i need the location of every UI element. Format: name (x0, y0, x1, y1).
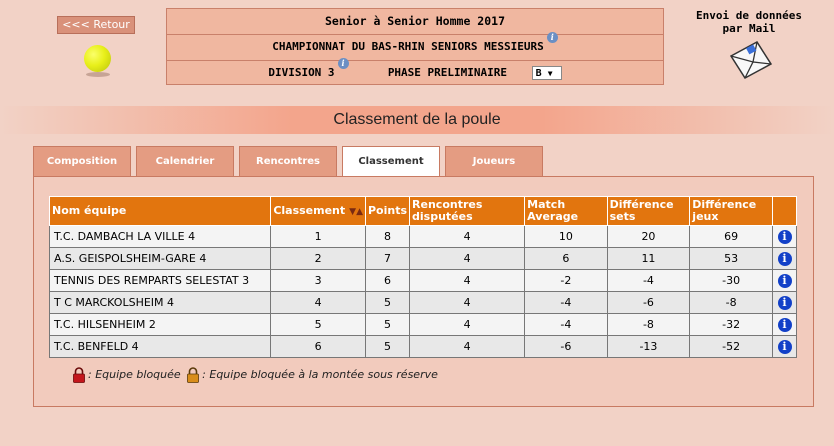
sort-arrows-icon[interactable]: ▼▲ (349, 206, 363, 217)
tab-classement[interactable]: Classement (342, 146, 440, 178)
back-button[interactable]: <<< Retour (57, 16, 135, 34)
team-rank: 5 (271, 314, 366, 336)
team-points: 5 (366, 314, 410, 336)
team-rank: 3 (271, 270, 366, 292)
team-played: 4 (410, 270, 525, 292)
team-points: 7 (366, 248, 410, 270)
section-title: Classement de la poule (333, 111, 501, 128)
tab-joueurs[interactable]: Joueurs (445, 146, 543, 176)
team-played: 4 (410, 292, 525, 314)
team-rank: 6 (271, 336, 366, 358)
team-sets-diff: -8 (607, 314, 690, 336)
ranking-table (49, 196, 797, 358)
dropdown-arrow-icon: ▼ (547, 69, 553, 78)
team-average: -4 (525, 314, 607, 336)
col-header-sets-line2: sets (609, 210, 636, 223)
table-row (50, 336, 797, 358)
team-info-cell (773, 314, 797, 336)
mail-label-line1: Envoi de données (696, 9, 802, 22)
table-header-row (50, 197, 797, 226)
table-row (50, 314, 797, 336)
team-games-diff: -30 (690, 270, 773, 292)
orange-lock-icon (186, 367, 200, 383)
team-points: 5 (366, 336, 410, 358)
division-label: DIVISION 3 (268, 66, 335, 79)
team-info-icon[interactable]: i (778, 230, 792, 244)
col-header-sets-line1: Différence (609, 198, 674, 211)
tennis-ball-icon (84, 45, 111, 72)
team-info-cell (773, 226, 797, 248)
col-header-points[interactable]: Points (366, 197, 410, 226)
team-played: 4 (410, 314, 525, 336)
col-header-rank-label: Classement (273, 203, 346, 217)
table-row (50, 226, 797, 248)
team-average: 6 (525, 248, 607, 270)
mail-label-line2: par Mail (722, 22, 776, 35)
team-name: T.C. BENFELD 4 (50, 336, 271, 358)
table-row (50, 248, 797, 270)
team-name: A.S. GEISPOLSHEIM-GARE 4 (50, 248, 271, 270)
team-points: 5 (366, 292, 410, 314)
col-header-average-line1: Match (527, 198, 566, 211)
team-rank: 2 (271, 248, 366, 270)
col-header-games[interactable] (690, 197, 773, 226)
team-info-icon[interactable]: i (778, 274, 792, 288)
team-info-cell (773, 292, 797, 314)
team-name: T C MARCKOLSHEIM 4 (50, 292, 271, 314)
team-average: -2 (525, 270, 607, 292)
team-points: 6 (366, 270, 410, 292)
group-select-value: B (535, 68, 542, 79)
division-info-icon[interactable]: i (338, 58, 349, 69)
competition-title: Senior à Senior Homme 2017 (167, 9, 663, 35)
team-games-diff: -32 (690, 314, 773, 336)
division-row (167, 60, 663, 85)
championship-row (167, 34, 663, 61)
table-row (50, 270, 797, 292)
team-info-cell (773, 336, 797, 358)
competition-header (166, 8, 664, 85)
col-header-rank[interactable] (271, 197, 366, 226)
phase-label: PHASE PRELIMINAIRE (387, 66, 508, 79)
team-name: T.C. HILSENHEIM 2 (50, 314, 271, 336)
mail-export-label[interactable] (686, 9, 812, 35)
team-games-diff: -8 (690, 292, 773, 314)
col-header-sets[interactable] (607, 197, 690, 226)
championship-info-icon[interactable]: i (547, 32, 558, 43)
legend-blocked-promotion-text: : Equipe bloquée à la montée sous réserve (202, 368, 438, 381)
tab-calendrier[interactable]: Calendrier (136, 146, 234, 176)
team-games-diff: -52 (690, 336, 773, 358)
team-played: 4 (410, 226, 525, 248)
col-header-info (773, 197, 797, 226)
team-info-icon[interactable]: i (778, 318, 792, 332)
team-sets-diff: -13 (607, 336, 690, 358)
team-average: -4 (525, 292, 607, 314)
col-header-played-line2: disputées (412, 210, 473, 223)
team-info-icon[interactable]: i (778, 252, 792, 266)
team-played: 4 (410, 336, 525, 358)
team-average: -6 (525, 336, 607, 358)
group-select[interactable] (532, 66, 562, 80)
championship-label: CHAMPIONNAT DU BAS-RHIN SENIORS MESSIEURS (272, 40, 544, 53)
team-rank: 4 (271, 292, 366, 314)
envelope-icon[interactable] (727, 38, 775, 82)
team-sets-diff: 20 (607, 226, 690, 248)
col-header-played-line1: Rencontres (412, 198, 483, 211)
team-sets-diff: -6 (607, 292, 690, 314)
col-header-games-line1: Différence (692, 198, 757, 211)
col-header-name[interactable]: Nom équipe (50, 197, 271, 226)
tab-rencontres[interactable]: Rencontres (239, 146, 337, 176)
team-sets-diff: 11 (607, 248, 690, 270)
team-points: 8 (366, 226, 410, 248)
team-info-cell (773, 270, 797, 292)
team-rank: 1 (271, 226, 366, 248)
team-info-cell (773, 248, 797, 270)
col-header-games-line2: jeux (692, 210, 719, 223)
col-header-played[interactable] (410, 197, 525, 226)
legend-blocked-text: : Equipe bloquée (88, 368, 181, 381)
table-row (50, 292, 797, 314)
team-played: 4 (410, 248, 525, 270)
legend (70, 366, 438, 384)
team-games-diff: 53 (690, 248, 773, 270)
team-average: 10 (525, 226, 607, 248)
team-games-diff: 69 (690, 226, 773, 248)
col-header-average[interactable] (525, 197, 607, 226)
team-info-icon[interactable]: i (778, 340, 792, 354)
tennis-ball-shadow (86, 72, 110, 77)
col-header-average-line2: Average (527, 210, 579, 223)
red-lock-icon (72, 367, 86, 383)
team-sets-diff: -4 (607, 270, 690, 292)
tab-composition[interactable]: Composition (33, 146, 131, 176)
team-name: TENNIS DES REMPARTS SELESTAT 3 (50, 270, 271, 292)
team-name: T.C. DAMBACH LA VILLE 4 (50, 226, 271, 248)
team-info-icon[interactable]: i (778, 296, 792, 310)
